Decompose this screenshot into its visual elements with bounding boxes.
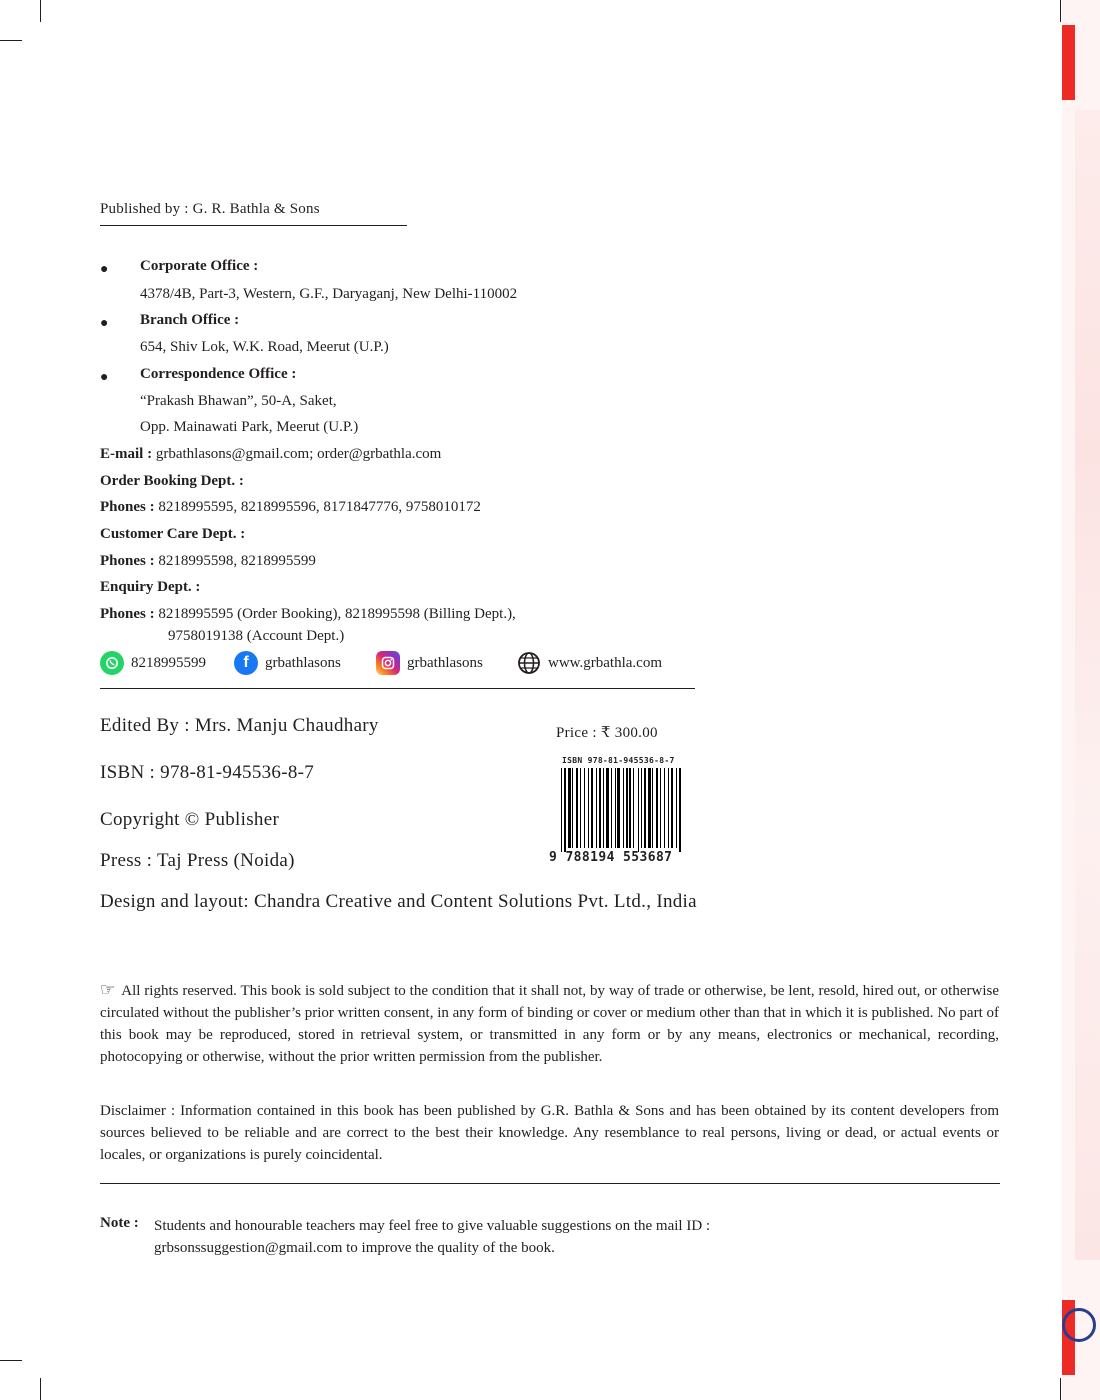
order-booking-heading: Order Booking Dept. : — [100, 473, 244, 489]
rights-text: All rights reserved. This book is sold subject to the condition that it shall not, by way of trade or otherwise, be lent, resold, hired out, or otherwise circulated without the publisher’s prior written consent, in any form of binding or cover or medium other than that in which it is published. No part of this book may be reproduced, stored in retrieval system, or transmitted in any form or by any means, electronics or mechanical, recording, photocopying or otherwise, without the prior written permission from the publisher. — [100, 983, 999, 1065]
crop-mark — [40, 1378, 41, 1400]
instagram-link[interactable] — [376, 651, 483, 675]
enquiry-heading: Enquiry Dept. : — [100, 579, 201, 595]
globe-icon — [517, 651, 541, 675]
copyright-line: Copyright © Publisher — [100, 809, 280, 830]
bullet-icon: ● — [100, 262, 109, 277]
instagram-handle: grbathlasons — [407, 654, 483, 671]
phones-value: 8218995598, 8218995599 — [158, 553, 316, 569]
crop-mark — [1060, 0, 1061, 22]
order-booking-phones — [100, 499, 481, 516]
phones-label: Phones : — [100, 553, 155, 569]
correspondence-address-line2: Opp. Mainawati Park, Meerut (U.P.) — [140, 419, 359, 435]
barcode-number: 9 788194 553687 — [549, 850, 673, 865]
email-label: E-mail : — [100, 446, 153, 462]
edited-by: Edited By : Mrs. Manju Chaudhary — [100, 715, 379, 736]
facebook-link[interactable] — [234, 651, 341, 675]
crop-mark — [0, 40, 22, 41]
whatsapp-link[interactable] — [100, 651, 206, 675]
publisher-underline — [100, 225, 407, 226]
enquiry-phones-continued: 9758019138 (Account Dept.) — [168, 628, 345, 644]
crop-mark — [0, 1360, 22, 1361]
email-row — [100, 446, 441, 463]
barcode-bars — [549, 756, 689, 856]
note-text — [154, 1215, 854, 1259]
facebook-icon: f — [234, 651, 258, 675]
phones-label: Phones : — [100, 606, 155, 622]
crop-mark — [1060, 1378, 1061, 1400]
divider-rule — [100, 1183, 1000, 1184]
email-value[interactable]: grbathlasons@gmail.com; order@grbathla.com — [155, 446, 442, 462]
publisher-line: Published by : G. R. Bathla & Sons — [100, 201, 320, 217]
social-underline — [100, 688, 695, 689]
edge-circle — [1062, 1308, 1096, 1342]
corporate-office-address: 4378/4B, Part-3, Western, G.F., Daryaganj, New Delhi-110002 — [140, 286, 518, 302]
customer-care-phones — [100, 553, 316, 570]
disclaimer: Disclaimer : Information contained in this book has been published by G.R. Bathla & Sons and has been obtained by its content developers from sources believed to be reliable and are correct to the best their knowledge. Any resemblance to real persons, living or dead, or actual events or locales, or organizations is purely coincidental. — [100, 1103, 999, 1163]
phones-label: Phones : — [100, 499, 155, 515]
note-label: Note : — [100, 1215, 139, 1231]
facebook-handle: grbathlasons — [265, 654, 341, 671]
whatsapp-icon — [100, 651, 124, 675]
note-line2[interactable]: grbsonssuggestion@gmail.com to improve the quality of the book. — [154, 1240, 555, 1256]
edge-red-block-top — [1062, 25, 1075, 100]
barcode — [549, 756, 689, 868]
enquiry-phones — [100, 606, 516, 623]
barcode-isbn-text: ISBN 978-81-945536-8-7 — [562, 756, 675, 765]
rights-notice — [100, 979, 999, 1068]
instagram-icon — [376, 651, 400, 675]
website-url: www.grbathla.com — [548, 654, 662, 671]
phones-value: 8218995595, 8218995596, 8171847776, 9758010172 — [158, 499, 481, 515]
note-line1: Students and honourable teachers may feel free to give valuable suggestions on the mail ID : — [154, 1218, 711, 1234]
crop-mark — [40, 0, 41, 22]
edge-faint-art — [1075, 110, 1100, 1260]
branch-office-label: Branch Office : — [140, 312, 240, 328]
branch-office-address: 654, Shiv Lok, W.K. Road, Meerut (U.P.) — [140, 339, 389, 355]
correspondence-address-line1: “Prakash Bhawan”, 50-A, Saket, — [140, 393, 337, 409]
press-line: Press : Taj Press (Noida) — [100, 850, 295, 871]
whatsapp-number: 8218995599 — [131, 654, 206, 671]
design-line: Design and layout: Chandra Creative and Content Solutions Pvt. Ltd., India — [100, 891, 697, 912]
pointing-hand-icon: ☞ — [100, 980, 116, 1000]
bullet-icon: ● — [100, 316, 109, 331]
corporate-office-label: Corporate Office : — [140, 258, 259, 274]
bullet-icon: ● — [100, 370, 109, 385]
isbn-line: ISBN : 978-81-945536-8-7 — [100, 762, 315, 783]
customer-care-heading: Customer Care Dept. : — [100, 526, 246, 542]
price-label: Price : ₹ 300.00 — [556, 725, 658, 741]
correspondence-office-label: Correspondence Office : — [140, 366, 297, 382]
phones-value: 8218995595 (Order Booking), 8218995598 (Billing Dept.), — [158, 606, 516, 622]
website-link[interactable] — [517, 651, 662, 675]
